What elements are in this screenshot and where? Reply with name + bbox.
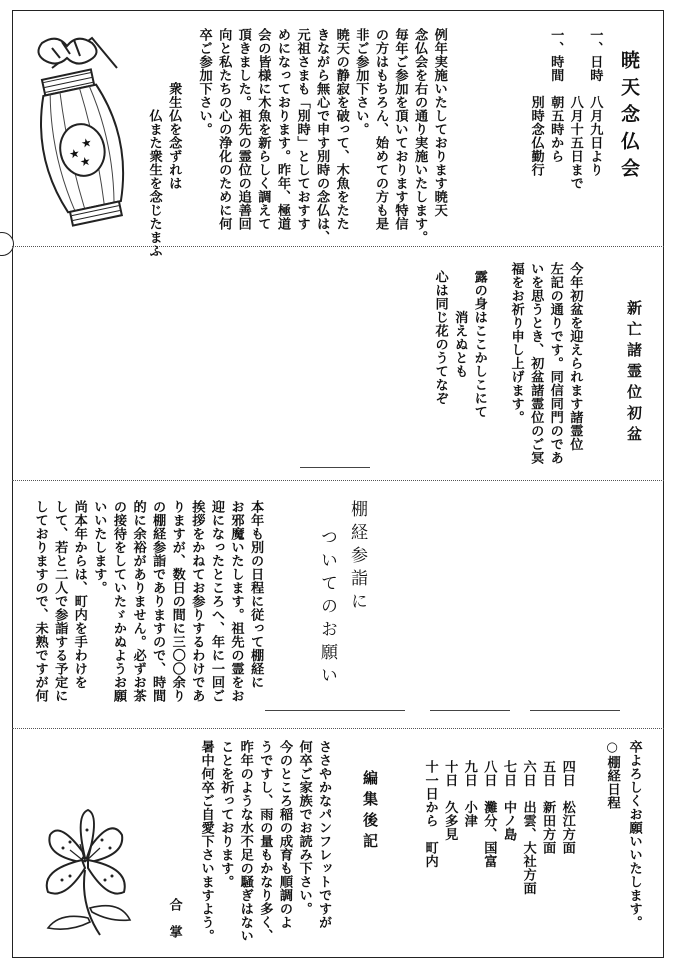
- event-body: 例年実施いたしております暁天 念仏会を右の通り実施いたします。 毎年ご参加を頂いております特信 の方はもちろん、始めての方も是 非ご参加下さい。 暁天の静寂を破って、木魚をたた きながら無心で申す別時の念仏は、 元祖さまも「別時」としておすす めになっております。昨年、極道 会の皆様に木魚を新らしく調えて 頂きました。祖先の霊位の追善回 向と私たちの心の浄化のために何 卒ご参加下さい。: [196, 28, 447, 244]
- svg-text:★: ★: [67, 145, 82, 162]
- section-subtitle-request: ついてのお願い: [317, 528, 337, 689]
- lantern-illustration: [22, 28, 132, 238]
- decorative-rule: [530, 710, 620, 711]
- editor-note-title: 編集後記: [361, 770, 379, 854]
- editor-note-body: ささやかなパンフレットですが 何卒ご家族でお読み下さい。 今のところ稲の成育も順調のよ うですし、雨の量もかなり多く、 昨年のような水不足の騒ぎはない ことを祈っております。 暑中何卒ご自愛下さいますよう。: [198, 740, 332, 943]
- svg-text:★: ★: [78, 153, 93, 170]
- tanagyo-continuation: 卒よろしくお願いいたします。: [626, 740, 642, 929]
- decorative-rule: [430, 710, 510, 711]
- tanagyo-body: 本年も別の日程に従って棚経に お邪魔いたします。祖先の霊をお 迎になったところへ、年に一回ご 挨拶をかねてお参りするわけであ りますが、数日の間に三〇〇余り の棚経参詣でありますので、時間 的に余裕がありません。必ずお茶 の接待をしていたゞかぬようお願 いいたします。 尚本年からは、町内を手わけを して、若と二人で参詣する予定に しておりますので、未熟ですが何: [32, 500, 264, 703]
- decorative-rule: [300, 467, 370, 468]
- page-title: 暁天念仏会: [618, 50, 640, 185]
- schedule-title: ○棚経日程: [604, 740, 620, 810]
- tanagyo-schedule: 四日 松江方面 五日 新田方面 六日 出雲、大社方面 七日 中ノ島 八日 灘分、国富 九日 小津 十日 久多見 十一日から 町内: [422, 760, 575, 895]
- event-details: 一、日時 八月九日より 八月十五日まで 一、時間 朝五時から 別時念仏勤行: [528, 28, 603, 190]
- section-title-first-bon: 新亡諸霊位初盆: [625, 300, 643, 447]
- closing-gassho: 合 掌: [166, 898, 182, 939]
- section-title-tanagyo: 棚経参詣に: [347, 500, 367, 615]
- section-divider: [12, 728, 664, 729]
- verse: 衆生仏を念ずれは 仏また衆生を念じたまふ: [146, 82, 182, 258]
- first-bon-poem: 露の身はここかしこにて 消えぬとも 心は同じ花のうてなぞ: [432, 270, 487, 419]
- svg-text:★: ★: [79, 135, 94, 151]
- first-bon-body: 今年初盆を迎えられます諸霊位 左記の通りです。同信同門のであ いを思うとき、初盆諸霊位のご冥 福をお祈り申し上げます。: [508, 262, 583, 465]
- decorative-rule: [265, 710, 405, 711]
- lily-illustration: [30, 800, 140, 940]
